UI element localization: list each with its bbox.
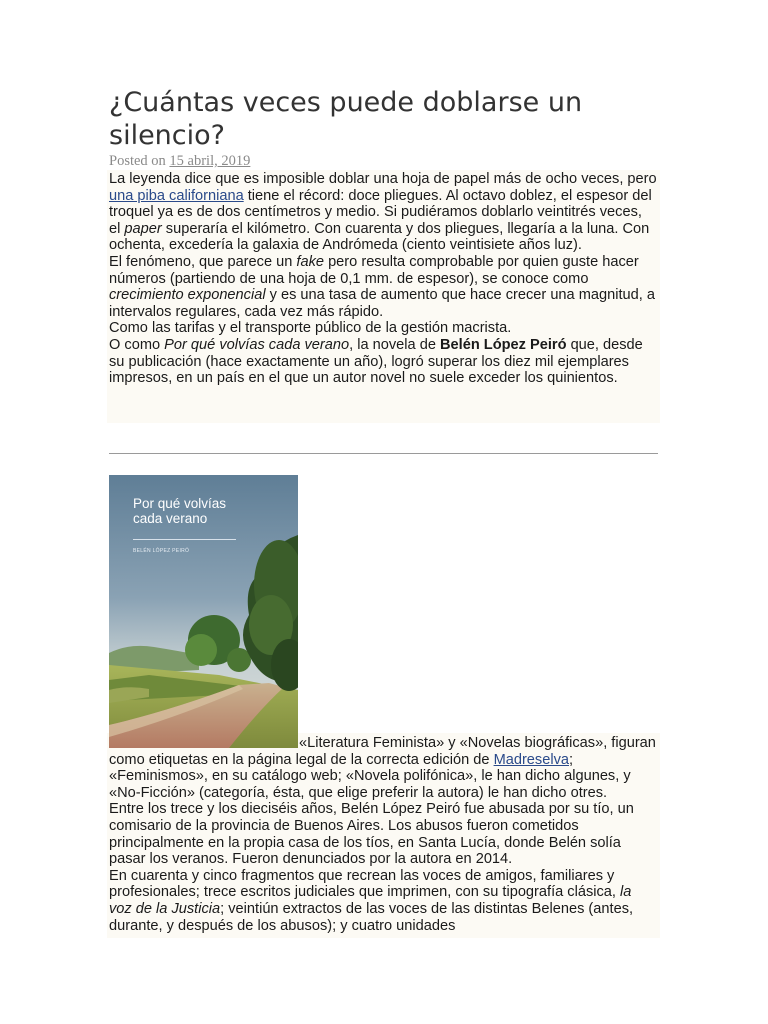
paragraph-1-emphasis: paper xyxy=(124,220,162,237)
cover-title-line-1: Por qué volvías xyxy=(133,496,227,511)
book-title-emphasis: Por qué volvías cada verano xyxy=(164,336,350,353)
paragraph-4-text-c: que, desde su publicación (hace exactamente un año), logró superar los diez mil ejemplares impresos, en un país en el que un autor novel no suele exceder los quinientos. xyxy=(109,336,643,387)
book-cover-image xyxy=(109,475,298,748)
paragraph-1-text-a: La leyenda dice que es imposible doblar una hoja de papel más de ocho veces, pero xyxy=(109,171,657,187)
paragraph-4-text-a: O como xyxy=(109,336,165,353)
piba-californiana-link[interactable]: una piba californiana xyxy=(109,187,244,204)
cover-title xyxy=(133,497,226,526)
paragraph-7-text-b: ; veintiún extractos de las voces de las distintas Belenes (antes, durante, y después de los abusos); y cuatro unidades xyxy=(109,900,634,934)
paragraph-2-text-c: y es una tasa de aumento que hace crecer una magnitud, a intervalos regulares, cada vez más rápido. xyxy=(109,287,655,320)
paragraph-1 xyxy=(109,171,657,254)
paragraph-5-text-b: ; «Feminismos», en su catálogo web; «Novela polifónica», le han dicho algunes, y «No-Ficción» (categoría, ésta, que elige preferir la autora) le han dicho otres. xyxy=(109,751,631,801)
paragraph-1-text-c: superaría el kilómetro. Con cuarenta y dos pliegues, llegaría a la luna. Con ochenta, excedería la galaxia de Andrómeda (ciento veintisiete años luz). xyxy=(109,220,650,254)
author-name-strong: Belén López Peiró xyxy=(440,336,567,353)
paragraph-3: Como las tarifas y el transporte público de la gestión macrista. xyxy=(109,320,512,337)
article-body-bottom xyxy=(109,735,657,934)
page-title: ¿Cuántas veces puede doblarse un silencio? xyxy=(109,87,583,151)
paragraph-4 xyxy=(109,337,657,387)
paragraph-2 xyxy=(109,254,657,320)
paragraph-5-text-a: «Literatura Feminista» y «Novelas biográficas», figuran como etiquetas en la página legal de la correcta edición de xyxy=(109,735,656,768)
paragraph-4-text-b: , la novela de xyxy=(349,336,440,353)
cover-title-line-2: cada verano xyxy=(133,510,208,526)
paragraph-1-text-b: tiene el récord: doce pliegues. Al octavo doblez, el espesor del troquel ya es de dos centímetros y medio. Si pudiéramos doblarlo veintitrés veces, el xyxy=(109,187,652,237)
post-meta xyxy=(109,153,250,170)
paragraph-7-text-a: En cuarenta y cinco fragmentos que recrean las voces de amigos, familiares y profesionales; trece escritos judiciales que imprimen, con su tipografía clásica, xyxy=(109,867,621,901)
posted-on-label: Posted on xyxy=(109,153,170,169)
paragraph-7-emphasis: la voz de la Justicia xyxy=(109,884,632,917)
paragraph-6: Entre los trece y los dieciséis años, Belén López Peiró fue abusada por su tío, un comisario de la provincia de Buenos Aires. Los abusos fueron cometidos principalmente en la propia casa de los tíos, en Santa Lucía, donde Belén solía pasar los veranos. Fueron denunciados por la autora en 2014. xyxy=(109,801,634,868)
cover-rule xyxy=(133,539,236,540)
paragraph-2-emphasis-a: fake xyxy=(296,253,325,270)
paragraph-7 xyxy=(109,868,657,934)
horizontal-divider xyxy=(109,453,658,454)
article-body-top xyxy=(109,171,657,387)
cover-author: BELÉN LÓPEZ PEIRÓ xyxy=(133,548,190,554)
post-date-link[interactable]: 15 abril, 2019 xyxy=(169,153,251,169)
paragraph-2-text-b: pero resulta comprobable por quien guste hacer números (partiendo de una hoja de 0,1 mm. de espesor), se conoce como xyxy=(109,253,639,287)
madreselva-link[interactable]: Madreselva xyxy=(493,751,569,768)
paragraph-2-text-a: El fenómeno, que parece un xyxy=(109,253,297,270)
paragraph-5 xyxy=(109,735,657,801)
paragraph-2-emphasis-b: crecimiento exponencial xyxy=(109,287,266,304)
